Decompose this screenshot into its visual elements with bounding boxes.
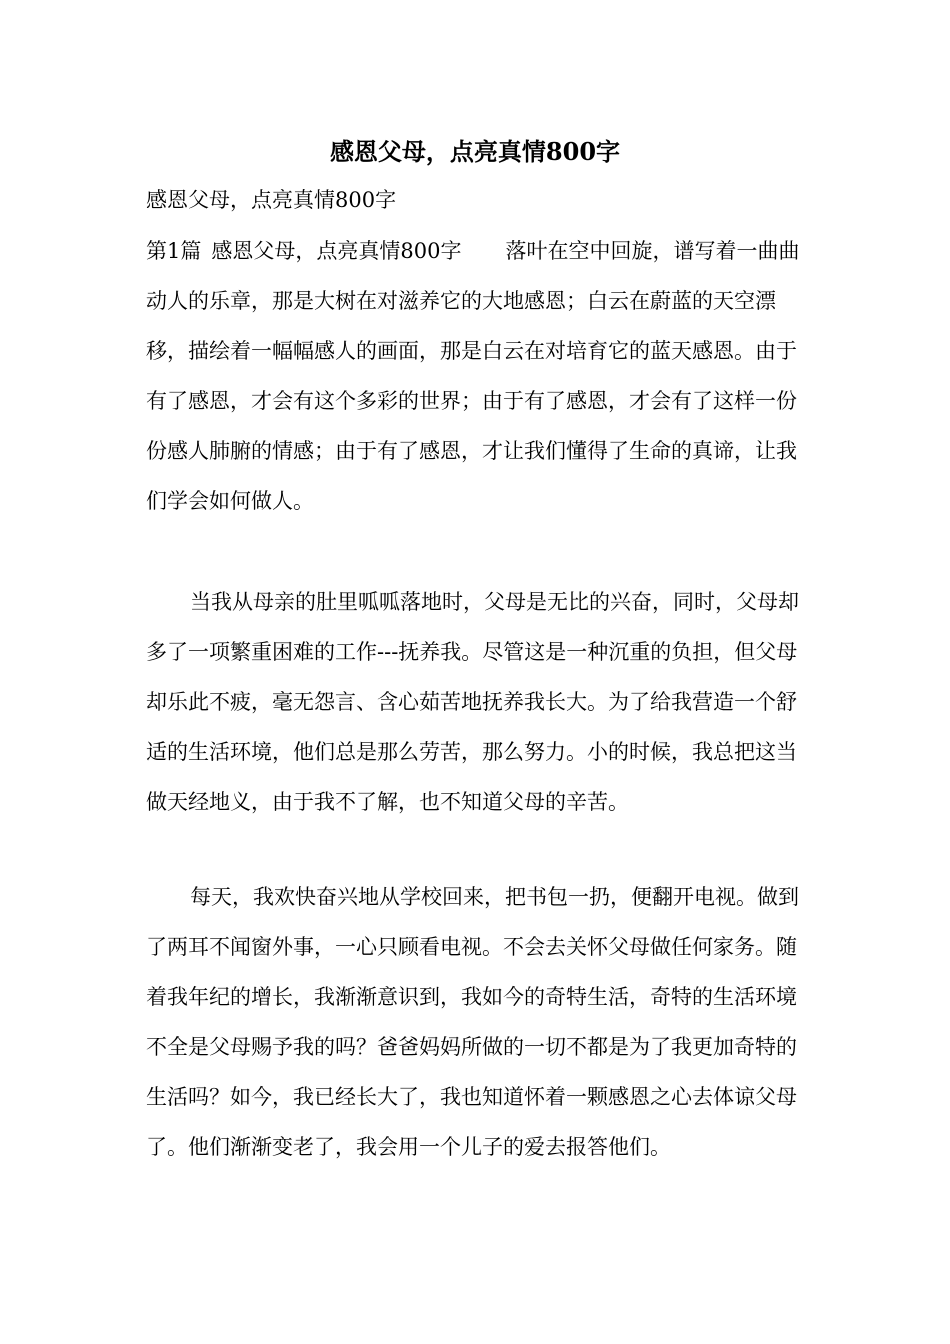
chapter-title: 感恩父母，点亮真情800字	[211, 239, 462, 263]
paragraph-3: 每天，我欢快奋兴地从学校回来，把书包一扔，便翻开电视。做到了两耳不闻窗外事，一心只顾看电视。不会去关怀父母做任何家务。随着我年纪的增长，我渐渐意识到，我如今的奇特生活，奇特的生活环境不全是父母赐予我的吗？爸爸妈妈所做的一切不都是为了我更加奇特的生活吗？如今，我已经长大了，我也知道怀着一颗感恩之心去体谅父母了。他们渐渐变老了，我会用一个儿子的爱去报答他们。	[146, 885, 799, 1159]
paragraph-1	[146, 226, 810, 526]
document-title: 感恩父母，点亮真情800字	[329, 137, 621, 166]
paragraph-2: 当我从母亲的肚里呱呱落地时，父母是无比的兴奋，同时，父母却多了一项繁重困难的工作---抚养我。尽管这是一种沉重的负担，但父母却乐此不疲，毫无怨言、含心茹苦地抚养我长大。为了给我营造一个舒适的生活环境，他们总是那么劳苦，那么努力。小的时候，我总把这当做天经地义，由于我不了解，也不知道父母的辛苦。	[146, 590, 799, 814]
paragraph-1-text: 落叶在空中回旋，谱写着一曲曲动人的乐章，那是大树在对滋养它的大地感恩；白云在蔚蓝的天空漂移，描绘着一幅幅感人的画面，那是白云在对培育它的蓝天感恩。由于有了感恩，才会有这个多彩的世界；由于有了感恩，才会有了这样一份份感人肺腑的情感；由于有了感恩，才让我们懂得了生命的真谛，让我们学会如何做人。	[146, 239, 800, 513]
chapter-label: 第1篇	[146, 239, 202, 263]
document-subtitle: 感恩父母，点亮真情800字	[146, 188, 397, 212]
